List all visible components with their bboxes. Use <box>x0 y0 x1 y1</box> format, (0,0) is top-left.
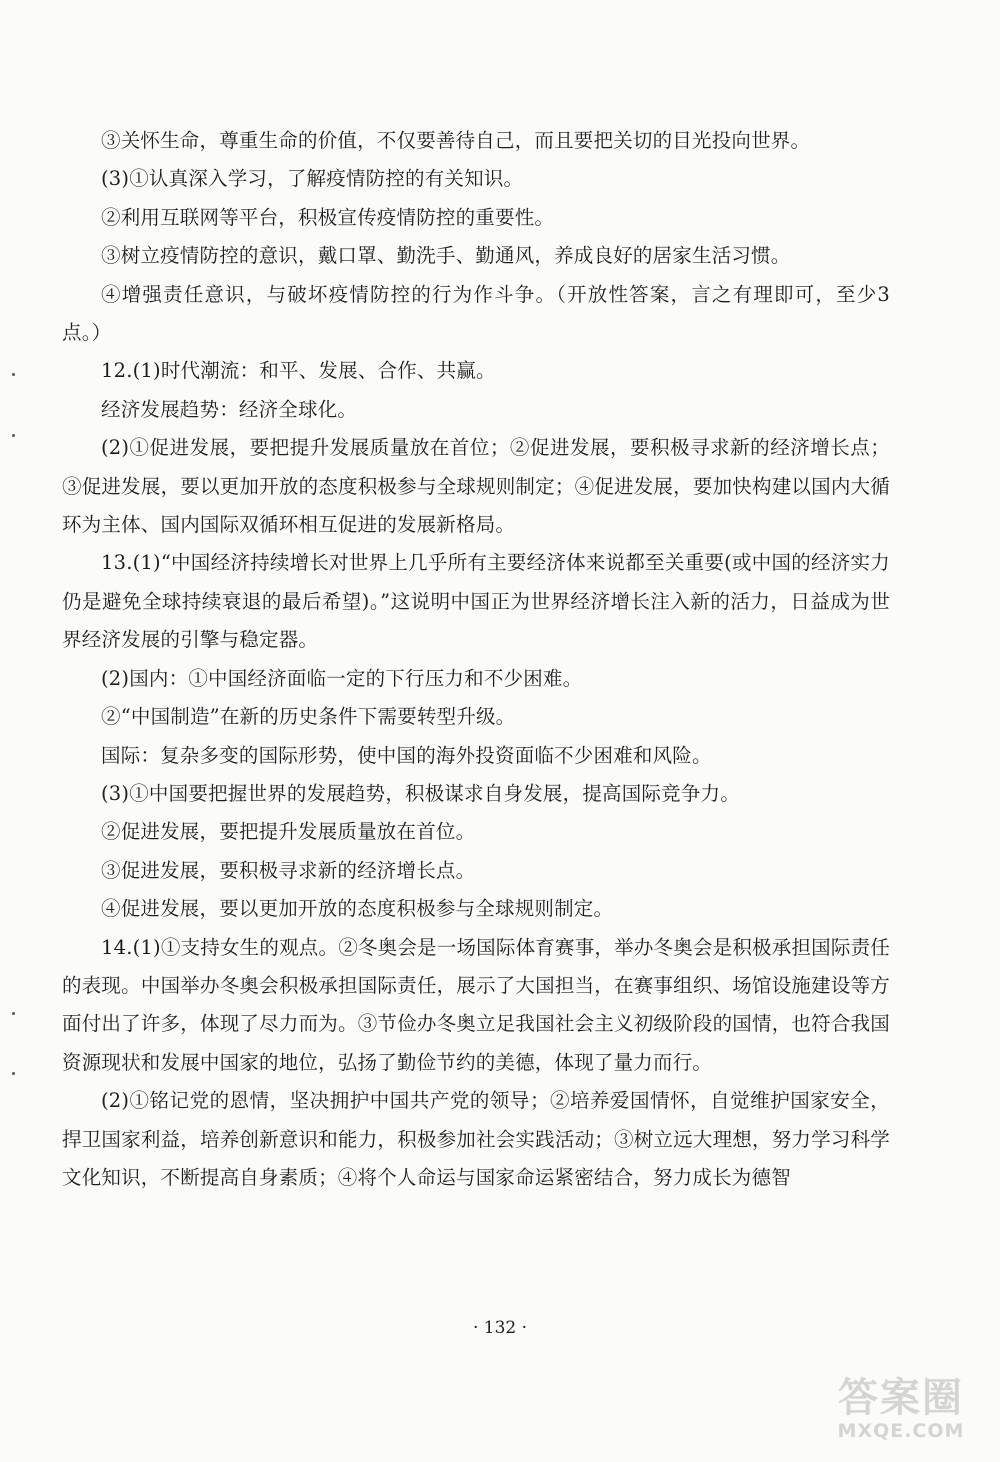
scan-speck <box>12 1012 15 1015</box>
paragraph: (2)①铭记党的恩情，坚决拥护中国共产党的领导；②培养爱国情怀，自觉维护国家安全，捍卫国家利益，培养创新意识和能力，积极参加社会实践活动；③树立远大理想，努力学习科学文化知识，不断提高自身素质；④将个人命运与国家命运紧密结合，努力成长为德智 <box>62 1089 890 1189</box>
paragraph: ④促进发展，要以更加开放的态度积极参与全球规则制定。 <box>101 897 614 921</box>
watermark-url: MXQE.COM <box>837 1420 965 1442</box>
paragraph: (2)国内：①中国经济面临一定的下行压力和不少困难。 <box>101 666 583 690</box>
paragraph: 13.(1)“中国经济持续增长对世界上几乎所有主要经济体来说都至关重要(或中国的经济实力仍是避免全球持续衰退的最后希望)。”这说明中国正为世界经济增长注入新的活力，日益成为世界经济发展的引擎与稳定器。 <box>62 551 890 652</box>
paragraph: ③促进发展，要积极寻求新的经济增长点。 <box>101 858 476 882</box>
paragraph: ③关怀生命，尊重生命的价值，不仅要善待自己，而且要把关切的目光投向世界。 <box>101 129 811 152</box>
watermark-title: 答案圈 <box>838 1375 964 1421</box>
paragraph: 12.(1)时代潮流：和平、发展、合作、共赢。 <box>101 359 496 383</box>
paragraph: ③树立疫情防控的意识，戴口罩、勤洗手、勤通风，养成良好的居家生活习惯。 <box>101 244 791 268</box>
paragraph: (3)①中国要把握世界的发展趋势，积极谋求自身发展，提高国际竞争力。 <box>101 781 740 805</box>
paragraph: ②“中国制造”在新的历史条件下需要转型升级。 <box>101 705 516 729</box>
paragraph: (3)①认真深入学习，了解疫情防控的有关知识。 <box>101 167 524 191</box>
paragraph: 14.(1)①支持女生的观点。②冬奥会是一场国际体育赛事，举办冬奥会是积极承担国际责任的表现。中国举办冬奥会积极承担国际责任，展示了大国担当，在赛事组织、场馆设施建设等方面付出了许多，体现了尽力而为。③节俭办冬奥立足我国社会主义初级阶段的国情，也符合我国资源现状和发展中国家的地位，弘扬了勤俭节约的美德，体现了量力而行。 <box>62 935 890 1074</box>
watermark-logo <box>816 1376 986 1454</box>
paragraph: 国际：复杂多变的国际形势，使中国的海外投资面临不少困难和风险。 <box>101 743 712 767</box>
scan-speck <box>12 1072 15 1075</box>
document-body <box>62 122 890 1197</box>
paragraph: (2)①促进发展，要把提升发展质量放在首位；②促进发展，要积极寻求新的经济增长点；③促进发展，要以更加开放的态度积极参与全球规则制定；④促进发展，要加快构建以国内大循环为主体、国内国际双循环相互促进的发展新格局。 <box>62 436 890 537</box>
scan-speck <box>12 434 15 437</box>
page-number: · 132 · <box>472 1318 528 1338</box>
paragraph: ④增强责任意识，与破坏疫情防控的行为作斗争。（开放性答案，言之有理即可，至少3点。） <box>62 282 890 345</box>
paragraph: 经济发展趋势：经济全球化。 <box>101 397 358 421</box>
paragraph: ②促进发展，要把提升发展质量放在首位。 <box>101 820 476 844</box>
scan-speck <box>12 373 15 376</box>
paragraph: ②利用互联网等平台，积极宣传疫情防控的重要性。 <box>101 205 555 229</box>
